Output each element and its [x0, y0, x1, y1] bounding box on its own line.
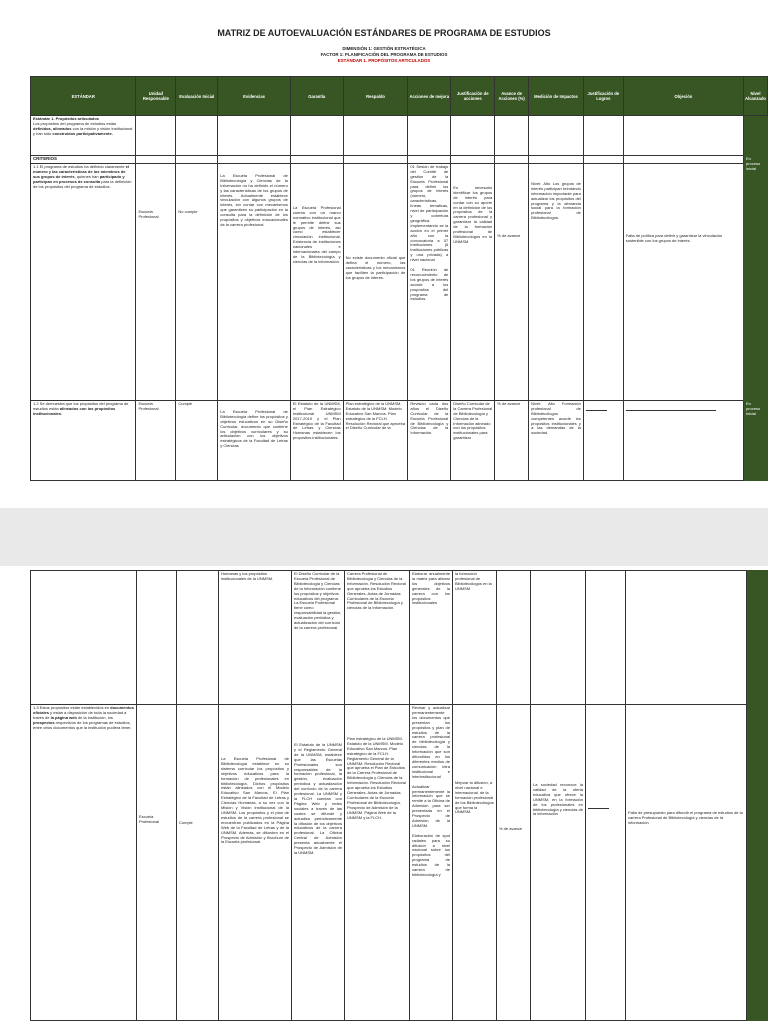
acciones-1-2-cont: Elaborar anualmente la matriz para alinear los objetivos generales de la carrera con los propósitos institucionales: [410, 571, 453, 705]
col-header-estandar: ESTÁNDAR: [31, 77, 136, 116]
avance-1-3: % de avance: [497, 705, 531, 1021]
criterion-1-1: 1.1 El programa de estudios ha definido claramente el número y las características de los miembros de sus grupos de interés, quienes han participado y participan en procesos de consulta para la definición de los propósitos del programa de estudios.: [31, 163, 136, 400]
garantia-1-1: La Escuela Profesional cuenta con un marco normativo institucional que le permite definir sus grupos de interés, así como establecer vinculación institucional. Existencia de instituciones nacionales e internacionales del campo de la Bibliotecología y ciencias de la información.: [290, 163, 343, 400]
evidencias-1-2: La Escuela Profesional de Bibliotecología define los propósitos y objetivos educativos en su Diseño Curricular, documento que contiene los objetivos curriculares y su articulación con los objetivos estratégicos de la Facultad de Letras y Ciencias: [218, 400, 291, 480]
respaldo-1-2-cont: Carrera Profesional de Bibliotecología y Ciencias de la Información. Resolución Rectoral que aprueba los Estudios Generales. Actas de Jornadas Curriculares de la Escuela Profesional de Bibliotecología y ciencias de la Información.: [345, 571, 410, 705]
col-header-acciones: Acciones de mejora: [408, 77, 451, 116]
justificacion-acciones-1-1: Es necesario identificar los grupos de interés para contar con su aporte en la definición de los propósitos de la carrera profesional y garantizar la calidad de la formación profesional de Bibliotecólogos en la UNMSM: [451, 163, 495, 400]
table-row: [31, 163, 768, 400]
respaldo-1-1: No existe documento oficial que defina el número, las características y los mecanismos que faciliten la participación de los grupos de interés.: [343, 163, 408, 400]
nivel-alcanzado-1-1: En proceso inicial: [743, 156, 767, 401]
evaluacion-1-2: Cumple: [176, 400, 218, 480]
acciones-1-2: Revisión cada dos años el Diseño Curricular de la Escuela Profesional de Bibliotecología y Ciencias de la Información.: [408, 400, 451, 480]
col-header-medicion: Medición de Impactos: [529, 77, 584, 116]
evaluacion-1-3: Cumple: [177, 705, 219, 1021]
nivel-alcanzado-1-2: En proceso inicial: [743, 400, 767, 480]
document-page-1: [0, 0, 768, 508]
document-page-2: [0, 566, 768, 1024]
col-header-evidencias: Evidencias: [218, 77, 291, 116]
col-header-avance: Avance de Acciones (%): [495, 77, 529, 116]
medicion-1-3: La sociedad reconoce la calidad de la oferta educativa que ofrece la UNMSM, en la formación de los profesionales en bibliotecología y ciencias de la información: [531, 705, 586, 1021]
standard-description: Estándar 1. Propósitos articulados Los propósitos del programa de estudios están definidos, alineados con la misión y visión institucional y han sido construidos participativamente.: [31, 116, 136, 156]
garantia-1-2: El Estatuto de la UNMSM, el Plan Estratégico Institucional UNMSM 2017-2019 y el Plan Estratégico de la Facultad de Letras y Ciencias Humanas establecen los propósitos institucionales.: [290, 400, 343, 480]
evidencias-1-1: La Escuela Profesional de Bibliotecología y Ciencias de la Información no ha definido el número y las características de los grupos de interés. Actualmente establece vinculación con algunos grupos de interés, sin contar con mecanismos que garanticen su participación en la consulta para la definición de los propósitos y objetivos educacionales de la carrera profesional.: [218, 163, 291, 400]
table-row: [31, 400, 768, 480]
standard-row: [31, 116, 768, 156]
criterios-label: CRITERIOS: [31, 156, 136, 164]
factor-heading: FACTOR 1: PLANIFICACIÓN DEL PROGRAMA DE ESTUDIOS: [320, 52, 448, 57]
header-row: [31, 77, 768, 116]
col-header-justificacion-acciones: Justificación de acciones: [451, 77, 495, 116]
justificacion-acciones-1-2-cont: la formación profesional de Bibliotecólogos en la UNMSM: [453, 571, 497, 705]
col-header-garantia: Garantía: [290, 77, 343, 116]
medicion-1-1: Nivel: Alto Los grupos de interés participan brindando información importante para actualizar los propósitos del programa y la demanda social para la formación profesional de Bibliotecólogos.: [529, 163, 584, 400]
justificacion-logros-1-1: [583, 163, 623, 400]
document-title: MATRIZ DE AUTOEVALUACIÓN ESTÁNDARES DE PROGRAMA DE ESTUDIOS: [217, 28, 551, 38]
justificacion-acciones-1-3: Mejorar la difusión, a nivel nacional e internacional, de la formación profesional de los Bibliotecólogos que forma la UNMSM.: [453, 705, 497, 1021]
acciones-1-1: 01 Sesión de trabajo del Comité de gestión de la Escuela Profesional para definir los grupos de interés (número, características, líneas temáticas, nivel de participación y cobertura geográfica. Implementando se la acción en el primer año con la convocatoria a 07 instituciones (6 instituciones públicas y una privada) a nivel nacional 01 Reunión de reconocimiento de los grupos de interés acorde a los propósitos del programa de estudios.: [408, 163, 451, 400]
criterios-row: [31, 156, 768, 164]
objecion-1-1: Falta de política para definir y garantizar la vinculación sostenible con los grupos de interés.: [623, 163, 743, 400]
col-header-nivel: Nivel Alcanzado: [743, 77, 767, 116]
medicion-1-2: Nivel: Alto Formación profesional de Bibliotecólogos competentes acorde los propósitos institucionales y a las demandas de la sociedad.: [529, 400, 584, 480]
evaluation-matrix-table-continued: [30, 570, 768, 1021]
avance-1-1: % de avance: [495, 163, 529, 400]
justificacion-logros-1-2: [583, 400, 623, 480]
evaluacion-1-1: No cumple: [176, 163, 218, 400]
justificacion-acciones-1-2: Diseño Curricular de la Carrera Profesional de Bibliotecología y Ciencias de la Información alineado con los propósitos institucionales para garantizar: [451, 400, 495, 480]
evidencias-1-2-cont: Humanas y los propósitos institucionales de la UNMSM.: [219, 571, 292, 705]
evaluation-matrix-table: [30, 76, 768, 481]
table-row: [31, 705, 768, 1021]
garantia-1-2-cont: El Diseño Curricular de la Escuela Profesional de Bibliotecología y Ciencias de la Información contiene los propósitos y objetivos educativos del programa. La Escuela Profesional tiene como responsabilidad la gestión, evaluación periódica y actualización del currículo de la carrera profesional.: [292, 571, 345, 705]
col-header-respaldo: Respaldo: [343, 77, 408, 116]
acciones-1-3: Revisar y actualizar permanentemente los documentos que presentan los propósitos y plan de estudios de la carrera profesional de bibliotecología y ciencias de la información que son difundidos en los diferentes medios de comunicación intra institucional e interinstitucional Actualizar permanentemente la información que se remite a la Oficina de Admisión para ser presentada en el Prospecto de Admisión de la UNMSM. Elaboración de spot radiales para su difusión a nivel nacional sobre los propósitos del programa de estudios de la carrera de bibliotecología y: [410, 705, 453, 1021]
respaldo-1-2: Plan estratégico de la UNMSM. Estatuto de la UNMSM. Modelo Educativo San Marcos. Plan estratégico de la FCLH. Resolución Rectoral que aprueba el Diseño Curricular de la: [343, 400, 408, 480]
page-gap: [0, 508, 768, 566]
col-header-unidad: Unidad Responsable: [136, 77, 176, 116]
justificacion-logros-1-3: [586, 705, 626, 1021]
dimension-heading: DIMENSIÓN 1: GESTIÓN ESTRATÉGICA: [342, 46, 426, 51]
table-row: [31, 571, 768, 705]
standard-heading: ESTÁNDAR 1. PROPÓSITOS ARTICULADOS: [337, 58, 431, 63]
unidad-1-3: Escuela Profesional: [137, 705, 177, 1021]
objecion-1-2: [623, 400, 743, 480]
unidad-1-1: Escuela Profesional: [136, 163, 176, 400]
evidencias-1-3: La Escuela Profesional de Bibliotecología establece en su sistema curricular los propósitos y objetivos educativos para la formación de profesionales en bibliotecología. Dichos propósitos están alineados con el Modelo Educativo San Marcos, El Plan Estratégico de la Facultad de Letras y Ciencias Humanas, a su vez con la Misión y Visión institucional de la UNMSM. Los propósitos y el plan de estudios de la carrera profesional se encuentran publicados en la Página Web de la Facultad de Letras y de la UNMSM. Además, se difunden en el Prospecto de Admisión y Brochure de la Escuela profesional.: [219, 705, 292, 1021]
col-header-justificacion-logros: Justificación de Logros: [583, 77, 623, 116]
unidad-1-2: Escuela Profesional: [136, 400, 176, 480]
criterion-1-3: 1.3 Estos propósitos están establecidos en documentos oficiales y están a disposición de toda la sociedad a través de la página web de la institución, los prospectos respectivos de los programas de estudios, entre otros documentos que la institución pudiera tener.: [31, 705, 137, 1021]
col-header-evaluacion: Evaluación Inicial: [176, 77, 218, 116]
criterion-1-2: 1.2 Se demuestra que los propósitos del programa de estudios están alineados con los propósitos institucionales.: [31, 400, 136, 480]
objecion-1-3: Falta de presupuesto para difundir el programa de estudios de la carrera Profesional de Bibliotecología y ciencias de la información: [626, 705, 747, 1021]
avance-1-2: % de avance: [495, 400, 529, 480]
respaldo-1-3: Plan estratégico de la UNMSM. Estatuto de la UNMSM. Modelo Educativo San Marcos. Plan estratégico de la FCLH. Reglamento General de la UNMSM. Resolución Rectoral que aprueba el Plan de Estudios de la Carrera Profesional de Bibliotecología y Ciencias de la Información. Resolución Rectoral que aprueba los Estudios Generales. Actas de Jornadas Curriculares de la Escuela Profesional de Bibliotecología. Prospecto de Admisión de la UNMSM. Página Web de la UNMSM y la FLCH.: [345, 705, 410, 1021]
col-header-objecion: Objeción: [623, 77, 743, 116]
garantia-1-3: El Estatuto de la UNMSM y el Reglamento General de la UNMSM, establece que las Escuelas Profesionales son responsables de la formación profesional, la gestión, evaluación periódica y actualización del currículo de la carrera profesional. La UNMSM y la FLCH cuentan con Página Web y redes sociales a través de las cuales se difunde y actualiza periódicamente la difusión de los objetivos educativos de la carrera profesional. La Oficina Central de Admisión presenta anualmente el Prospecto de Admisión de la UNMSM.: [292, 705, 345, 1021]
